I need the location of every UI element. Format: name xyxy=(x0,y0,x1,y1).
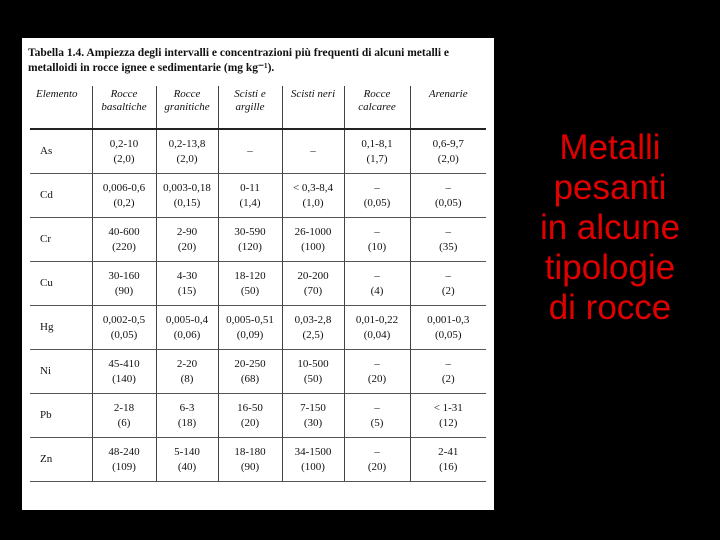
value-cell xyxy=(218,438,282,482)
value-cell xyxy=(282,394,344,438)
table-row xyxy=(30,350,486,394)
table-row xyxy=(30,262,486,306)
range-value: 30-590 xyxy=(234,225,266,238)
mean-value: (2,0) xyxy=(437,152,459,165)
value-cell xyxy=(344,262,410,306)
range-value: 16-50 xyxy=(237,401,263,414)
mean-value: (20) xyxy=(177,240,197,253)
mean-value: (50) xyxy=(303,372,323,385)
mean-value: (70) xyxy=(303,284,323,297)
value-cell xyxy=(344,129,410,174)
range-value: 0,2-13,8 xyxy=(168,137,206,150)
range-value: – xyxy=(247,145,253,157)
mean-value: (8) xyxy=(180,372,194,385)
value-cell xyxy=(410,262,486,306)
value-cell xyxy=(344,174,410,218)
range-value: 0,2-10 xyxy=(109,137,139,150)
range-value: 0,03-2,8 xyxy=(294,313,332,326)
range-value: 5-140 xyxy=(174,445,200,458)
mean-value: (5) xyxy=(370,416,384,429)
mean-value: (2,5) xyxy=(302,328,324,341)
value-cell xyxy=(92,438,156,482)
mean-value: (6) xyxy=(117,416,131,429)
mean-value: (0,06) xyxy=(173,328,201,341)
mean-value: (2,0) xyxy=(176,152,198,165)
range-value: – xyxy=(374,225,380,238)
value-cell xyxy=(344,438,410,482)
range-value: 45-410 xyxy=(108,357,140,370)
element-cell: Hg xyxy=(30,306,92,350)
value-cell xyxy=(92,262,156,306)
range-value: < 1-31 xyxy=(433,401,463,414)
value-cell xyxy=(344,306,410,350)
value-cell xyxy=(156,394,218,438)
value-cell xyxy=(92,394,156,438)
value-cell xyxy=(344,218,410,262)
title-line: di rocce xyxy=(548,288,672,327)
range-value: < 0,3-8,4 xyxy=(292,181,334,194)
mean-value: (1,7) xyxy=(366,152,388,165)
range-value: 30-160 xyxy=(108,269,140,282)
mean-value: (68) xyxy=(240,372,260,385)
value-cell xyxy=(410,306,486,350)
range-value: 0-11 xyxy=(240,181,260,194)
range-value: 0,6-9,7 xyxy=(432,137,464,150)
element-cell: Pb xyxy=(30,394,92,438)
mean-value: (0,15) xyxy=(173,196,201,209)
range-value: 6-3 xyxy=(179,401,195,414)
value-cell xyxy=(156,218,218,262)
value-cell xyxy=(92,218,156,262)
value-cell xyxy=(410,394,486,438)
range-value: 10-500 xyxy=(297,357,329,370)
header-basaltic: Rocce basaltiche xyxy=(92,86,156,129)
title-line: in alcune xyxy=(539,208,681,247)
mean-value: (140) xyxy=(112,372,136,385)
value-cell xyxy=(282,174,344,218)
mean-value: (16) xyxy=(439,460,458,473)
mean-value: (20) xyxy=(240,416,260,429)
range-value: 20-250 xyxy=(234,357,266,370)
range-value: 0,002-0,5 xyxy=(102,313,146,326)
range-value: 18-180 xyxy=(234,445,266,458)
range-value: – xyxy=(445,269,451,282)
range-value: 0,01-0,22 xyxy=(355,313,399,326)
range-value: – xyxy=(374,357,380,370)
table-row xyxy=(30,438,486,482)
range-value: – xyxy=(445,357,451,370)
mean-value: (90) xyxy=(240,460,260,473)
mean-value: (30) xyxy=(303,416,323,429)
mean-value: (12) xyxy=(439,416,458,429)
range-value: 0,005-0,4 xyxy=(165,313,209,326)
range-value: 4-30 xyxy=(176,269,198,282)
table-header-row xyxy=(30,86,486,129)
slide-title xyxy=(508,128,712,328)
mean-value: (120) xyxy=(238,240,262,253)
value-cell xyxy=(218,218,282,262)
range-value: – xyxy=(445,225,451,238)
value-cell xyxy=(282,262,344,306)
value-cell xyxy=(218,262,282,306)
mean-value: (0,04) xyxy=(363,328,391,341)
element-cell: Zn xyxy=(30,438,92,482)
mean-value: (220) xyxy=(112,240,136,253)
title-line: pesanti xyxy=(553,168,667,207)
mean-value: (0,05) xyxy=(110,328,138,341)
rock-metals-table xyxy=(30,86,486,482)
table-image xyxy=(22,38,494,510)
range-value: 26-1000 xyxy=(294,225,332,238)
value-cell xyxy=(282,306,344,350)
table-row xyxy=(30,394,486,438)
range-value: – xyxy=(374,445,380,458)
value-cell xyxy=(156,262,218,306)
element-cell: As xyxy=(30,129,92,174)
mean-value: (100) xyxy=(301,460,325,473)
value-cell xyxy=(218,174,282,218)
range-value: – xyxy=(310,145,316,157)
title-line: Metalli xyxy=(559,128,661,167)
value-cell xyxy=(282,350,344,394)
value-cell xyxy=(218,394,282,438)
range-value: 18-120 xyxy=(234,269,266,282)
value-cell xyxy=(410,174,486,218)
header-black-shale: Scisti neri xyxy=(282,86,344,129)
caption-text: Ampiezza degli intervalli e concentrazioni più frequenti di alcuni metalli e metalloidi in rocce ignee e sedimentarie (mg kg⁻¹). xyxy=(28,47,450,74)
range-value: 0,001-0,3 xyxy=(427,313,470,326)
mean-value: (1,0) xyxy=(302,196,324,209)
header-sandstone: Arenarie xyxy=(410,86,486,129)
mean-value: (109) xyxy=(112,460,136,473)
mean-value: (0,09) xyxy=(236,328,264,341)
range-value: 7-150 xyxy=(300,401,326,414)
header-shale: Scisti e argille xyxy=(218,86,282,129)
range-value: – xyxy=(374,269,380,282)
range-value: 0,006-0,6 xyxy=(102,181,146,194)
range-value: 34-1500 xyxy=(294,445,332,458)
mean-value: (100) xyxy=(301,240,325,253)
value-cell xyxy=(156,438,218,482)
mean-value: (4) xyxy=(370,284,384,297)
value-cell xyxy=(156,350,218,394)
mean-value: (40) xyxy=(177,460,197,473)
element-cell: Cd xyxy=(30,174,92,218)
range-value: 0,1-8,1 xyxy=(361,137,393,150)
value-cell xyxy=(410,438,486,482)
range-value: 48-240 xyxy=(108,445,140,458)
mean-value: (0,05) xyxy=(434,328,462,341)
value-cell xyxy=(410,350,486,394)
value-cell xyxy=(410,218,486,262)
header-element: Elemento xyxy=(30,86,92,129)
mean-value: (50) xyxy=(240,284,260,297)
value-cell xyxy=(92,174,156,218)
value-cell xyxy=(92,306,156,350)
value-cell xyxy=(92,129,156,174)
mean-value: (18) xyxy=(177,416,197,429)
value-cell xyxy=(156,129,218,174)
range-value: – xyxy=(374,181,380,194)
table-row xyxy=(30,306,486,350)
value-cell xyxy=(218,306,282,350)
value-cell xyxy=(218,129,282,174)
header-limestone: Rocce calcaree xyxy=(344,86,410,129)
element-cell: Cr xyxy=(30,218,92,262)
value-cell xyxy=(156,174,218,218)
mean-value: (1,4) xyxy=(239,196,261,209)
range-value: 20-200 xyxy=(297,269,329,282)
mean-value: (15) xyxy=(177,284,197,297)
range-value: 0,005-0,51 xyxy=(226,313,274,326)
table-caption xyxy=(28,46,488,76)
value-cell xyxy=(218,350,282,394)
value-cell xyxy=(282,218,344,262)
mean-value: (0,05) xyxy=(434,196,462,209)
element-cell: Ni xyxy=(30,350,92,394)
caption-lead: Tabella 1.4. xyxy=(28,47,85,59)
value-cell xyxy=(282,438,344,482)
value-cell xyxy=(156,306,218,350)
value-cell xyxy=(282,129,344,174)
range-value: 2-90 xyxy=(176,225,198,238)
range-value: – xyxy=(445,181,451,194)
range-value: 2-41 xyxy=(438,445,459,458)
mean-value: (20) xyxy=(367,460,387,473)
title-line: tipologie xyxy=(544,248,676,287)
value-cell xyxy=(344,394,410,438)
table-row xyxy=(30,129,486,174)
range-value: 2-18 xyxy=(113,401,135,414)
value-cell xyxy=(92,350,156,394)
range-value: 40-600 xyxy=(108,225,140,238)
range-value: – xyxy=(374,401,380,414)
mean-value: (0,05) xyxy=(363,196,391,209)
mean-value: (0,2) xyxy=(113,196,135,209)
header-granitic: Rocce granitiche xyxy=(156,86,218,129)
range-value: 0,003-0,18 xyxy=(163,181,211,194)
range-value: 2-20 xyxy=(176,357,198,370)
mean-value: (2) xyxy=(441,284,455,297)
table-row xyxy=(30,218,486,262)
element-cell: Cu xyxy=(30,262,92,306)
value-cell xyxy=(344,350,410,394)
mean-value: (2,0) xyxy=(113,152,135,165)
table-row xyxy=(30,174,486,218)
mean-value: (90) xyxy=(114,284,134,297)
value-cell xyxy=(410,129,486,174)
mean-value: (10) xyxy=(367,240,387,253)
mean-value: (2) xyxy=(441,372,455,385)
mean-value: (20) xyxy=(367,372,387,385)
mean-value: (35) xyxy=(439,240,458,253)
